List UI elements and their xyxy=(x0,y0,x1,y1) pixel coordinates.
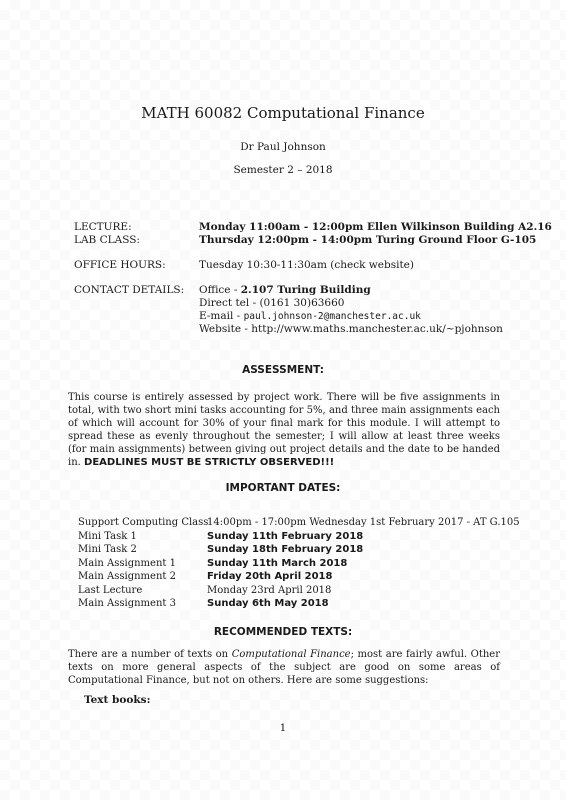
contact-email-prefix: E-mail - xyxy=(199,310,244,322)
spacer xyxy=(74,272,534,284)
contact-direct: Direct tel - (0161 30)63660 xyxy=(199,297,345,309)
deadline-warning: DEADLINES MUST BE STRICTLY OBSERVED!!! xyxy=(84,457,335,468)
lecture-value: Monday 11:00am - 12:00pm Ellen Wilkinson Building A2.16 xyxy=(199,221,552,233)
date-label: Last Lecture xyxy=(78,584,143,596)
assessment-paragraph xyxy=(68,391,500,469)
date-label: Mini Task 2 xyxy=(78,544,137,555)
office-hours-value: Tuesday 10:30-11:30am (check website) xyxy=(199,259,414,271)
contact-office-value: 2.107 Turing Building xyxy=(240,284,371,296)
contact-email-address[interactable]: paul.johnson-2@manchester.ac.uk xyxy=(243,311,421,322)
contact-email xyxy=(199,310,421,323)
table-row xyxy=(78,584,518,598)
date-value: Sunday 6th May 2018 xyxy=(207,598,329,609)
assessment-body: This course is entirely assessed by project work. There will be five assignments in total, with two short mini tasks accounting for 5%, and three main assignments each of which will account for 30% of your final mark for this module. I will attempt to spread these as evenly throughout the semester; I will allow at least three weeks (for main assignments) between giving out project details and the date to be handed in. xyxy=(68,392,500,468)
date-label: Main Assignment 2 xyxy=(78,571,176,582)
contact-direct-row xyxy=(74,297,534,310)
texts-body-italic: Computational Finance xyxy=(231,649,351,660)
table-row xyxy=(78,543,518,557)
table-row xyxy=(78,597,518,611)
date-label: Main Assignment 3 xyxy=(78,598,176,609)
contact-office xyxy=(199,284,371,297)
date-value: Monday 23rd April 2018 xyxy=(207,584,332,596)
date-label: Mini Task 1 xyxy=(78,530,137,542)
date-value: Sunday 11th March 2018 xyxy=(207,557,348,569)
lecture-row xyxy=(74,221,552,234)
office-hours-label: OFFICE HOURS: xyxy=(74,259,166,271)
date-value: Sunday 11th February 2018 xyxy=(207,530,364,542)
date-value: Friday 20th April 2018 xyxy=(207,571,333,582)
table-row xyxy=(78,557,518,571)
dates-table xyxy=(78,516,518,611)
contact-office-prefix: Office - xyxy=(199,284,241,296)
date-value: 14:00pm - 17:00pm Wednesday 1st February 2017 - AT G.105 xyxy=(207,517,520,528)
office-hours-row xyxy=(74,259,534,272)
texts-paragraph xyxy=(68,648,500,687)
contact-row xyxy=(74,284,534,297)
page-number: 1 xyxy=(279,722,287,734)
document-title: MATH 60082 Computational Finance xyxy=(141,104,425,122)
contact-email-row xyxy=(74,310,534,323)
texts-heading: RECOMMENDED TEXTS: xyxy=(213,626,353,638)
text-books-subheading: Text books: xyxy=(84,694,151,706)
lecture-label: LECTURE: xyxy=(74,221,132,233)
date-value: Sunday 18th February 2018 xyxy=(207,544,364,555)
author-name: Dr Paul Johnson xyxy=(240,141,326,153)
lab-value: Thursday 12:00pm - 14:00pm Turing Ground Floor G-105 xyxy=(199,234,537,246)
dates-heading: IMPORTANT DATES: xyxy=(225,482,341,494)
assessment-heading: ASSESSMENT: xyxy=(242,364,324,376)
lab-row xyxy=(74,234,537,247)
spacer xyxy=(74,247,534,259)
table-row xyxy=(78,516,518,530)
table-row xyxy=(78,530,518,544)
texts-body-prefix: There are a number of texts on xyxy=(68,649,232,660)
lab-label: LAB CLASS: xyxy=(74,234,140,246)
contact-label: CONTACT DETAILS: xyxy=(74,284,185,296)
contact-website[interactable]: Website - http://www.maths.manchester.ac.uk/~pjohnson xyxy=(199,323,503,335)
date-label: Support Computing Class xyxy=(78,517,209,528)
semester-line: Semester 2 – 2018 xyxy=(233,164,333,176)
course-info xyxy=(74,221,552,336)
table-row xyxy=(78,570,518,584)
texts-body-suffix: ; most are fairly awful. Other texts on more general aspects of the subject are good on some areas of Computational Finance, but not on others. Here are some suggestions: xyxy=(68,649,500,686)
contact-website-row xyxy=(74,323,534,336)
date-label: Main Assignment 1 xyxy=(78,557,176,569)
